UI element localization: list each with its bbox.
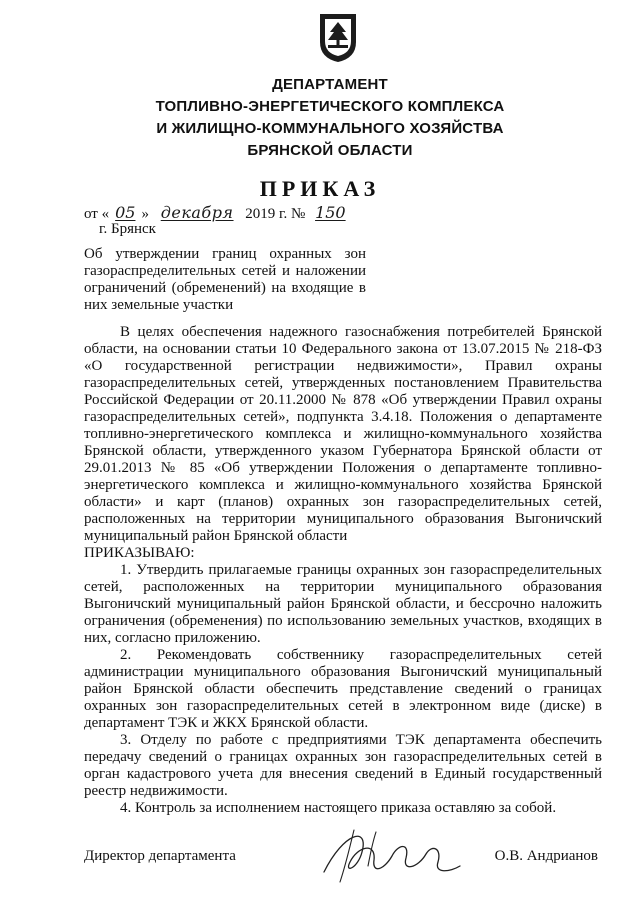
department-line: И ЖИЛИЩНО-КОММУНАЛЬНОГО ХОЗЯЙСТВА	[156, 120, 504, 137]
signatory-position: Директор департамента	[84, 848, 236, 864]
order-day: 05	[115, 203, 136, 222]
order-item: 4. Контроль за исполнением настоящего приказа оставляю за собой.	[120, 800, 557, 816]
coat-of-arms-icon	[318, 12, 358, 64]
number-sign: №	[291, 206, 306, 222]
order-dateline	[84, 203, 352, 223]
department-name	[80, 74, 580, 162]
department-line: ДЕПАРТАМЕНТ	[272, 76, 388, 93]
signatory-name: О.В. Андрианов	[494, 848, 598, 864]
order-word: ПРИКАЗЫВАЮ:	[84, 545, 195, 561]
document-title: ПРИКАЗ	[259, 176, 381, 201]
handwritten-signature	[314, 822, 464, 886]
order-item: 1. Утвердить прилагаемые границы охранных зон газораспределительных сетей, расположенных на территории муниципального образования Выгоничский муниципальный район Брянской области, и бессрочно наложить ограничения (обременения) по использованию земельных участков, входящих в них, согласно приложению.	[84, 562, 602, 646]
preamble-paragraph: В целях обеспечения надежного газоснабжения потребителей Брянской области, на основании статьи 10 Федерального закона от 13.07.2015 № 218-ФЗ «О государственной регистрации недвижимости», Правил охраны газораспределительных сетей, утвержденных постановлением Правительства Российской Федерации от 20.11.2000 № 878 «Об утверждении Правил охраны газораспределительных сетей», подпункта 3.4.18. Положения о департаменте топливно-энергетического комплекса и жилищно-коммунального хозяйства Брянской области, утвержденного указом Губернатора Брянской области от 29.01.2013 № 85 «Об утверждении Положения о департаменте топливно-энергетического комплекса и жилищно-коммунального хозяйства Брянской области» и карт (планов) охранных зон газораспределительных сетей, расположенных на территории муниципального образования Выгоничский муниципальный район Брянской области	[84, 324, 602, 544]
order-number: 150	[315, 203, 346, 222]
order-subject: Об утверждении границ охранных зон газораспределительных сетей и наложении ограничений (обременений) на входящие в них земельные участки	[84, 246, 366, 313]
order-item: 2. Рекомендовать собственнику газораспределительных сетей администрации муниципального образования Выгоничский муниципальный район Брянской области обеспечить представление сведений о границах охранных зон газораспределительных сетей в электронном виде (диске) в департамент ТЭК и ЖКХ Брянской области.	[84, 647, 602, 731]
date-prefix: от «	[84, 206, 110, 222]
date-mid: »	[141, 206, 149, 222]
department-line: БРЯНСКОЙ ОБЛАСТИ	[247, 142, 413, 159]
order-year: 2019 г.	[245, 206, 288, 222]
order-city: г. Брянск	[99, 221, 156, 237]
signature-block	[84, 848, 602, 878]
department-line: ТОПЛИВНО-ЭНЕРГЕТИЧЕСКОГО КОМПЛЕКСА	[155, 98, 505, 115]
order-body	[84, 324, 602, 817]
order-item: 3. Отделу по работе с предприятиями ТЭК департамента обеспечить передачу сведений о границах охранных зон газораспределительных сетей в орган кадастрового учета для внесения сведений в Единый государственный реестр недвижимости.	[84, 732, 602, 799]
order-month: декабря	[160, 203, 234, 222]
